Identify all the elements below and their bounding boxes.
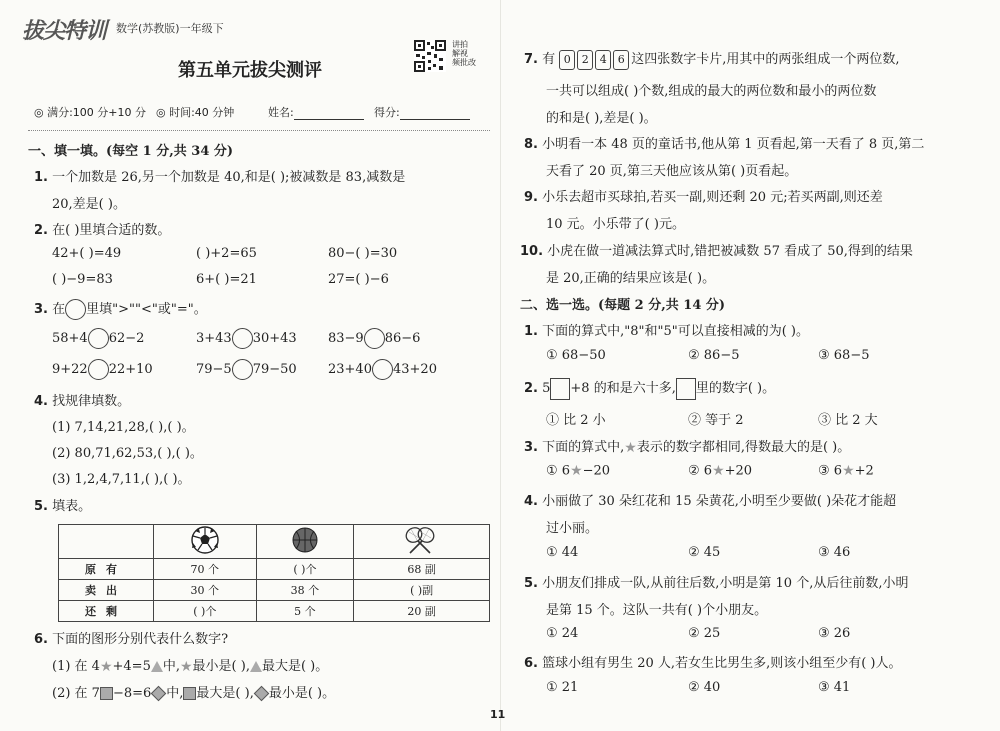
brand-logo: 拔尖特训 [22,19,107,44]
question-6-part2: (2) 在 7 −8=6 中, 最大是( ), 最小是( )。 [52,686,336,701]
option[interactable]: ③ 41 [818,680,851,695]
score-blank[interactable] [400,108,470,120]
choice-1: 1. 下面的算式中,"8"和"5"可以直接相减的为( )。 [524,324,809,339]
option[interactable]: ② 25 [688,626,721,641]
table-cell: 20 副 [354,601,490,622]
star-icon: ★ [179,658,193,675]
section-title-choice: 二、选一选。(每题 2 分,共 14 分) [520,298,726,313]
compare-circle[interactable] [372,359,393,380]
table-header-row [59,525,490,559]
question-5: 5. 填表。 [34,499,92,514]
equation: 27=( )−6 [328,272,389,287]
question-10: 10. 小虎在做一道减法算式时,错把被减数 57 看成了 50,得到的结果 [520,244,913,259]
name-blank[interactable] [294,108,364,120]
question-7: 7. 有 0 2 4 6 这四张数字卡片,用其中的两张组成一个两位数, [524,48,900,70]
page-title: 第五单元拔尖测评 [178,60,322,81]
question-1: 1. 一个加数是 26,另一个加数是 40,和是( );被减数是 83,减数是 [34,170,406,185]
option[interactable]: ③ 比 2 大 [818,413,878,428]
option[interactable]: ② 等于 2 [688,413,744,428]
score-info: ◎ 满分:100 分+10 分 [34,106,147,119]
question-7-line3: 的和是( ),差是( )。 [546,111,657,126]
equation: 42+( )=49 [52,246,122,261]
star-icon: ★ [570,463,583,479]
comparison: 23+40 43+20 [328,359,437,380]
choice-5: 5. 小朋友们排成一队,从前往后数,小明是第 10 个,从后往前数,小明 [524,576,909,591]
option[interactable]: ① 21 [546,680,579,695]
racket-icon [354,525,490,559]
option[interactable]: ① 24 [546,626,579,641]
question-3: 3. 在 里填">""<"或"="。 [34,298,207,320]
sequence-2: (2) 80,71,62,53,( ),( )。 [52,446,203,461]
name-field[interactable] [268,104,364,120]
compare-circle[interactable] [232,328,253,349]
number-card: 4 [595,50,611,70]
triangle-icon [151,661,163,672]
star-icon: ★ [712,463,725,479]
table-row [59,580,490,601]
diamond-icon [254,686,270,702]
table-cell: 30 个 [154,580,257,601]
time-info: ◎ 时间:40 分钟 [156,106,235,119]
page-gutter [500,0,501,731]
comparison: 83−9 86−6 [328,328,420,349]
question-8: 8. 小明看一本 48 页的童话书,他从第 1 页看起,第一天看了 8 页,第二 [524,137,925,152]
square-icon [100,687,113,700]
equation: 6+( )=21 [196,272,257,287]
choice-4-line2: 过小丽。 [546,521,599,536]
table-cell[interactable]: ( )个 [154,601,257,622]
section-title-fill: 一、填一填。(每空 1 分,共 34 分) [28,144,234,159]
square-icon [183,687,196,700]
equation: ( )+2=65 [196,246,257,261]
subject-label: 数学(苏教版)一年级下 [116,22,224,35]
question-4: 4. 找规律填数。 [34,394,131,409]
sequence-3: (3) 1,2,4,7,11,( ),( )。 [52,472,191,487]
choice-2: 2. 5 +8 的和是六十多, 里的数字( )。 [524,377,775,400]
table-corner [59,525,154,559]
option[interactable]: ② 45 [688,545,721,560]
compare-circle[interactable] [232,359,253,380]
row-label: 原有 [59,559,154,580]
row-label: 还剩 [59,601,154,622]
digit-box [676,378,696,400]
table-cell: 38 个 [256,580,354,601]
table-cell[interactable]: ( )个 [256,559,354,580]
sequence-1: (1) 7,14,21,28,( ),( )。 [52,420,195,435]
qr-caption: 讲拍 解视 频批改 [452,40,476,67]
question-7-line2: 一共可以组成( )个数,组成的最大的两位数和最小的两位数 [546,84,877,99]
equation: ( )−9=83 [52,272,113,287]
diamond-icon [151,686,167,702]
header-divider [28,130,490,131]
score-label: 得分: [374,106,400,119]
table-cell: 5 个 [256,601,354,622]
row-label: 卖出 [59,580,154,601]
page-number: 11 [490,708,506,721]
option[interactable]: ① 44 [546,545,579,560]
choice-6: 6. 篮球小组有男生 20 人,若女生比男生多,则该小组至少有( )人。 [524,656,902,671]
choice-5-line2: 是第 15 个。这队一共有( )个小朋友。 [546,603,768,618]
question-6: 6. 下面的图形分别代表什么数字? [34,632,229,647]
basketball-icon [256,525,354,559]
choice-4: 4. 小丽做了 30 朵红花和 15 朵黄花,小明至少要做( )朵花才能超 [524,494,897,509]
option[interactable]: ② 40 [688,680,721,695]
table-cell: 70 个 [154,559,257,580]
option[interactable]: ③ 46 [818,545,851,560]
equation: 80−( )=30 [328,246,398,261]
question-9: 9. 小乐去超市买球拍,若买一副,则还剩 20 元;若买两副,则还差 [524,190,883,205]
question-2: 2. 在( )里填合适的数。 [34,223,171,238]
compare-circle-icon [65,299,86,320]
question-6-part1: (1) 在 4★+4=5 中,★最小是( ), 最大是( )。 [52,658,329,675]
digit-box [550,378,570,400]
star-icon: ★ [99,658,113,675]
comparison: 9+22 22+10 [52,359,153,380]
option[interactable]: ② 86−5 [688,348,740,363]
option[interactable]: ③ 68−5 [818,348,870,363]
fill-table [58,524,490,622]
compare-circle[interactable] [88,328,109,349]
comparison: 3+43 30+43 [196,328,297,349]
qr-code-icon [414,40,446,72]
option[interactable]: ② 6★+20 [688,463,753,479]
soccer-ball-icon [154,525,257,559]
question-8-line2: 天看了 20 页,第三天他应该从第( )页看起。 [546,164,798,179]
compare-circle[interactable] [364,328,385,349]
compare-circle[interactable] [88,359,109,380]
name-label: 姓名: [268,106,294,119]
number-card: 2 [577,50,593,70]
score-field[interactable] [374,104,470,120]
option[interactable]: ③ 6★+2 [818,463,874,479]
triangle-icon [250,661,262,672]
option[interactable]: ① 比 2 小 [546,413,606,428]
option[interactable]: ① 68−50 [546,348,606,363]
question-9-line2: 10 元。小乐带了( )元。 [546,217,685,232]
option[interactable]: ① 6★−20 [546,463,611,479]
table-cell: 68 副 [354,559,490,580]
question-1-line2: 20,差是( )。 [52,197,126,212]
table-row [59,559,490,580]
comparison: 79−5 79−50 [196,359,297,380]
number-card: 6 [613,50,629,70]
choice-3: 3. 下面的算式中,★表示的数字都相同,得数最大的是( )。 [524,439,851,456]
table-cell[interactable]: ( )副 [354,580,490,601]
question-10-line2: 是 20,正确的结果应该是( )。 [546,271,716,286]
star-icon: ★ [842,463,855,479]
star-icon: ★ [624,439,637,456]
option[interactable]: ③ 26 [818,626,851,641]
comparison: 58+4 62−2 [52,328,144,349]
number-card: 0 [559,50,575,70]
table-row [59,601,490,622]
